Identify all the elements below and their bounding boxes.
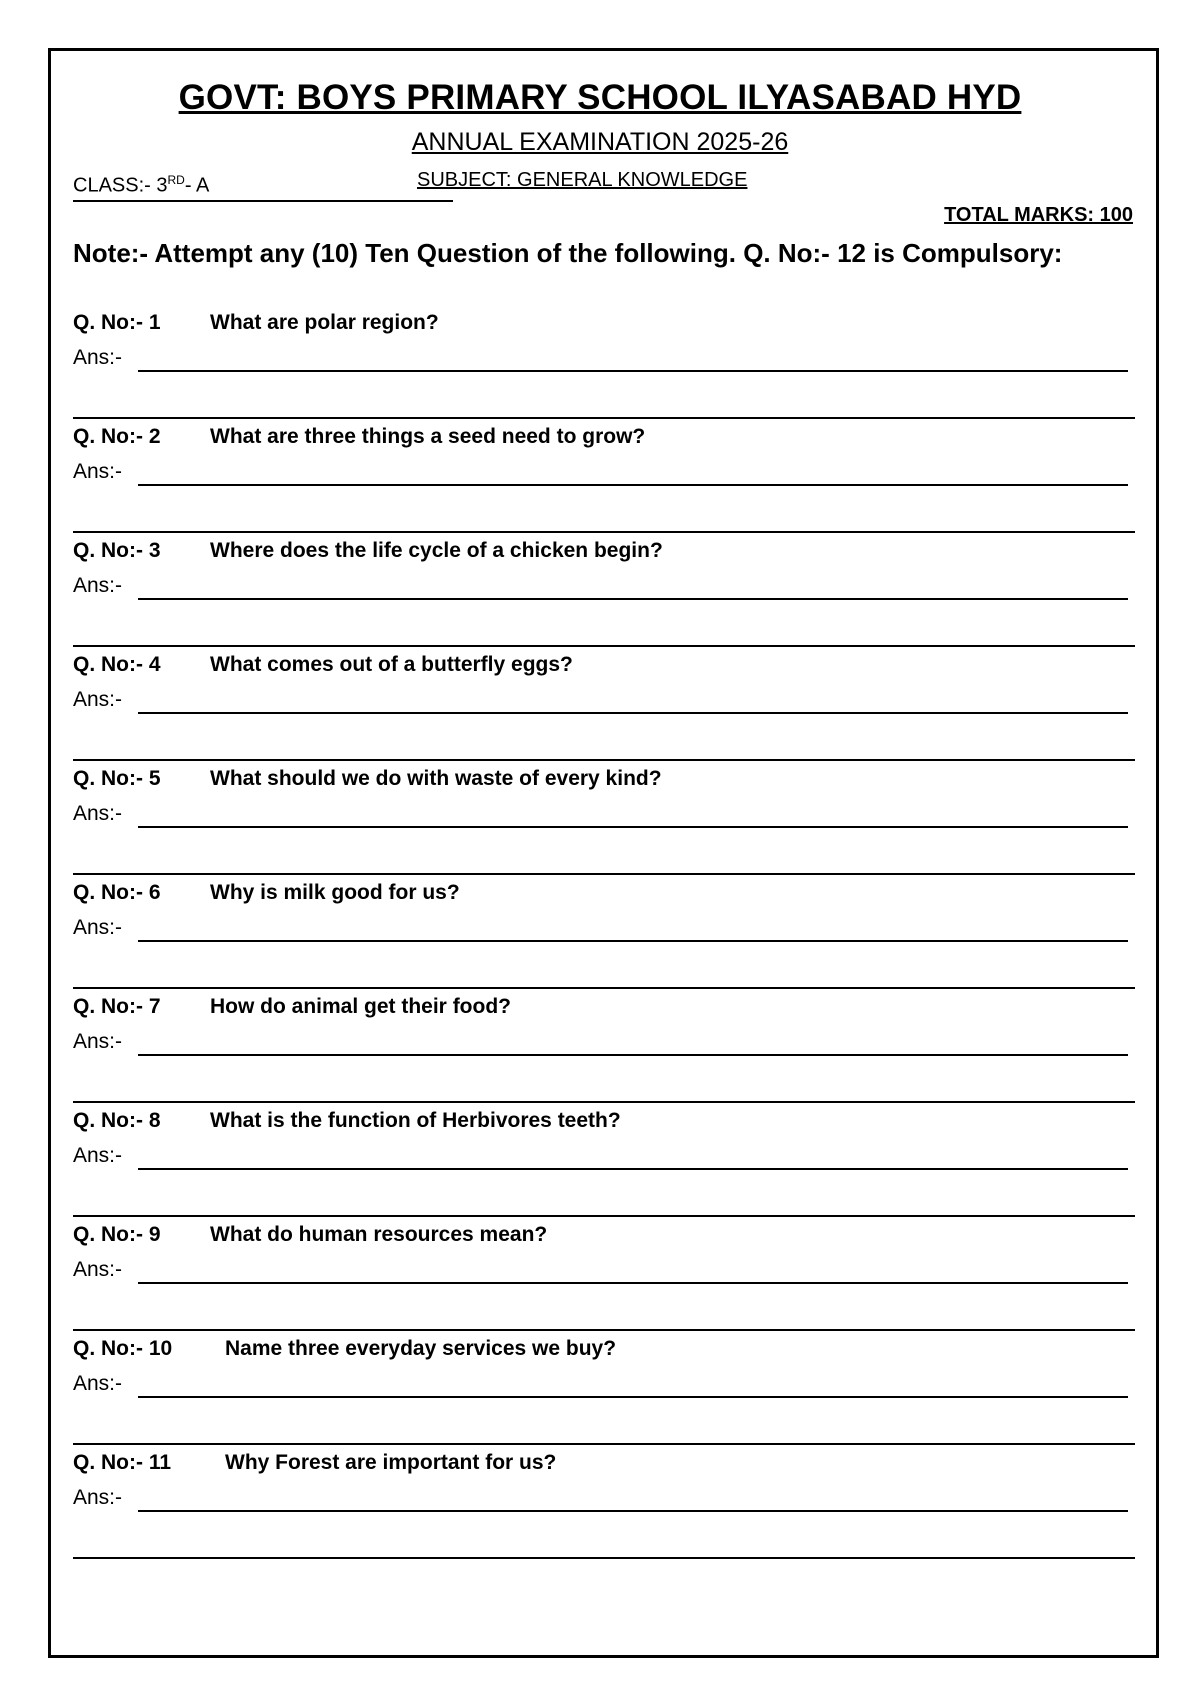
answer-line-2[interactable] [73,1443,1135,1445]
class-superscript: RD [167,173,185,187]
answer-line[interactable] [138,370,1128,372]
answer-label: Ans:- [73,1030,123,1053]
question-number: Q. No:- 5 [73,767,161,790]
question-number: Q. No:- 3 [73,539,161,562]
answer-line-2[interactable] [73,531,1135,533]
answer-label: Ans:- [73,346,123,369]
answer-line-2[interactable] [73,987,1135,989]
class-section: - A [184,174,210,197]
question-text: What are polar region? [210,311,439,334]
question-text: Name three everyday services we buy? [225,1337,617,1360]
question-number: Q. No:- 11 [73,1451,172,1474]
question-number: Q. No:- 6 [73,881,161,904]
question-2 [73,424,1133,486]
question-1 [73,310,1133,372]
total-marks: TOTAL MARKS: 100 [944,204,1133,226]
question-11 [73,1450,1133,1512]
school-title: GOVT: BOYS PRIMARY SCHOOL ILYASABAD HYD [178,78,1022,117]
question-text: What do human resources mean? [210,1223,548,1246]
question-text: How do animal get their food? [210,995,511,1018]
subject-info: SUBJECT: GENERAL KNOWLEDGE [417,169,748,191]
answer-line[interactable] [138,1510,1128,1512]
answer-line[interactable] [138,1054,1128,1056]
question-number: Q. No:- 10 [73,1337,173,1360]
page-border [48,48,1159,1658]
answer-line-2[interactable] [73,873,1135,875]
answer-label: Ans:- [73,802,123,825]
question-4 [73,652,1133,714]
answer-line-2[interactable] [73,759,1135,761]
answer-line[interactable] [138,712,1128,714]
answer-label: Ans:- [73,1372,123,1395]
answer-label: Ans:- [73,574,123,597]
answer-line-2[interactable] [73,645,1135,647]
class-info [73,168,453,202]
answer-label: Ans:- [73,1486,123,1509]
answer-line[interactable] [138,826,1128,828]
answer-line[interactable] [138,1396,1128,1398]
answer-line[interactable] [138,484,1128,486]
answer-line[interactable] [138,1282,1128,1284]
class-prefix: CLASS:- 3 [73,174,168,197]
answer-line[interactable] [138,940,1128,942]
question-3 [73,538,1133,600]
answer-label: Ans:- [73,916,123,939]
answer-line-2[interactable] [73,1101,1135,1103]
answer-line[interactable] [138,598,1128,600]
answer-line-2[interactable] [73,1215,1135,1217]
instructions-note: Note:- Attempt any (10) Ten Question of the following. Q. No:- 12 is Compulsory: [73,238,1063,268]
answer-line-2[interactable] [73,417,1135,419]
question-text: What comes out of a butterfly eggs? [210,653,573,676]
question-text: Why is milk good for us? [210,881,460,904]
question-number: Q. No:- 2 [73,425,161,448]
question-10 [73,1336,1133,1398]
answer-line-2[interactable] [73,1329,1135,1331]
question-text: What should we do with waste of every kind? [210,767,662,790]
question-number: Q. No:- 4 [73,653,161,676]
question-5 [73,766,1133,828]
question-7 [73,994,1133,1056]
answer-line-2[interactable] [73,1557,1135,1559]
answer-label: Ans:- [73,1258,123,1281]
question-number: Q. No:- 9 [73,1223,161,1246]
answer-label: Ans:- [73,460,123,483]
exam-title: ANNUAL EXAMINATION 2025-26 [411,128,789,156]
question-number: Q. No:- 7 [73,995,161,1018]
answer-line[interactable] [138,1168,1128,1170]
question-text: Where does the life cycle of a chicken begin? [210,539,663,562]
question-number: Q. No:- 8 [73,1109,161,1132]
question-text: What are three things a seed need to grow? [210,425,646,448]
question-6 [73,880,1133,942]
question-8 [73,1108,1133,1170]
answer-label: Ans:- [73,688,123,711]
answer-label: Ans:- [73,1144,123,1167]
question-9 [73,1222,1133,1284]
question-text: Why Forest are important for us? [225,1451,557,1474]
question-text: What is the function of Herbivores teeth? [210,1109,621,1132]
question-number: Q. No:- 1 [73,311,161,334]
